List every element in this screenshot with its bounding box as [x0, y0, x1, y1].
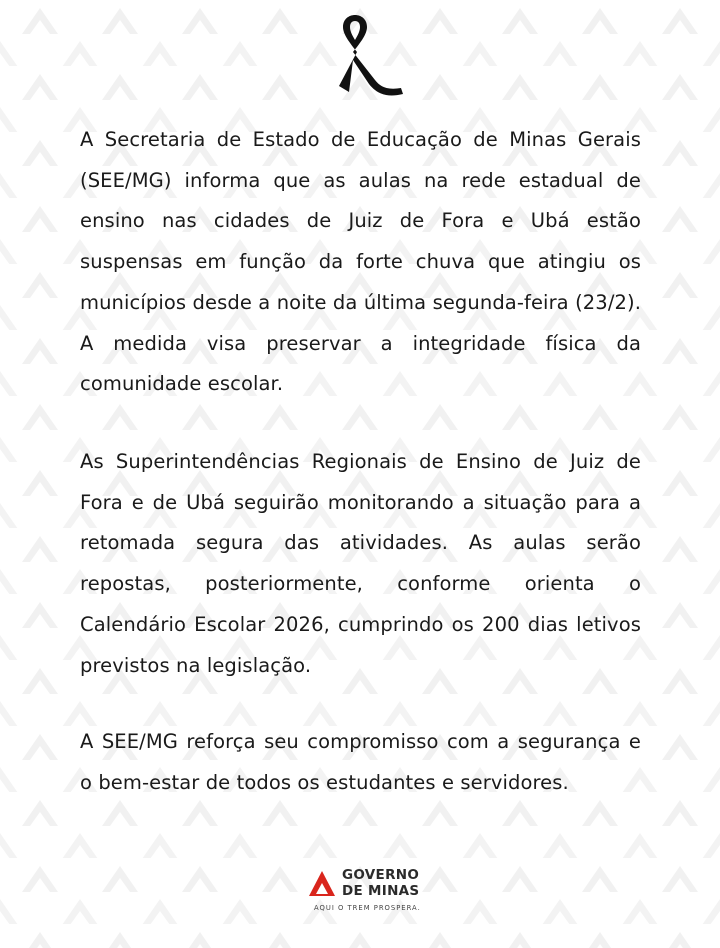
logo-line-2: DE MINAS: [342, 883, 420, 899]
mourning-ribbon-icon: [323, 14, 405, 98]
notice-paragraph-2: As Superintendências Regionais de Ensino de Juiz de Fora e de Ubá seguirão monitorando a situação para a retomada segura das atividades. As aulas serão repostas, posteriormente, conforme orienta o Calendário Escolar 2026, cumprindo os 200 dias letivos previstos na legislação.: [80, 450, 641, 677]
governo-de-minas-triangle-icon: [308, 870, 336, 898]
logo-tagline: AQUI O TREM PROSPERA.: [314, 904, 421, 912]
logo-line-1: GOVERNO: [342, 867, 420, 883]
notice-paragraph-3: A SEE/MG reforça seu compromisso com a segurança e o bem-estar de todos os estudantes e servidores.: [80, 730, 641, 794]
notice-paragraph-1: A Secretaria de Estado de Educação de Minas Gerais (SEE/MG) informa que as aulas na rede estadual de ensino nas cidades de Juiz de Fora e Ubá estão suspensas em função da forte chuva que atingiu os municípios desde a noite da última segunda-feira (23/2). A medida visa preservar a integridade física da comunidade escolar.: [80, 128, 641, 396]
governo-de-minas-logo: [308, 866, 438, 916]
